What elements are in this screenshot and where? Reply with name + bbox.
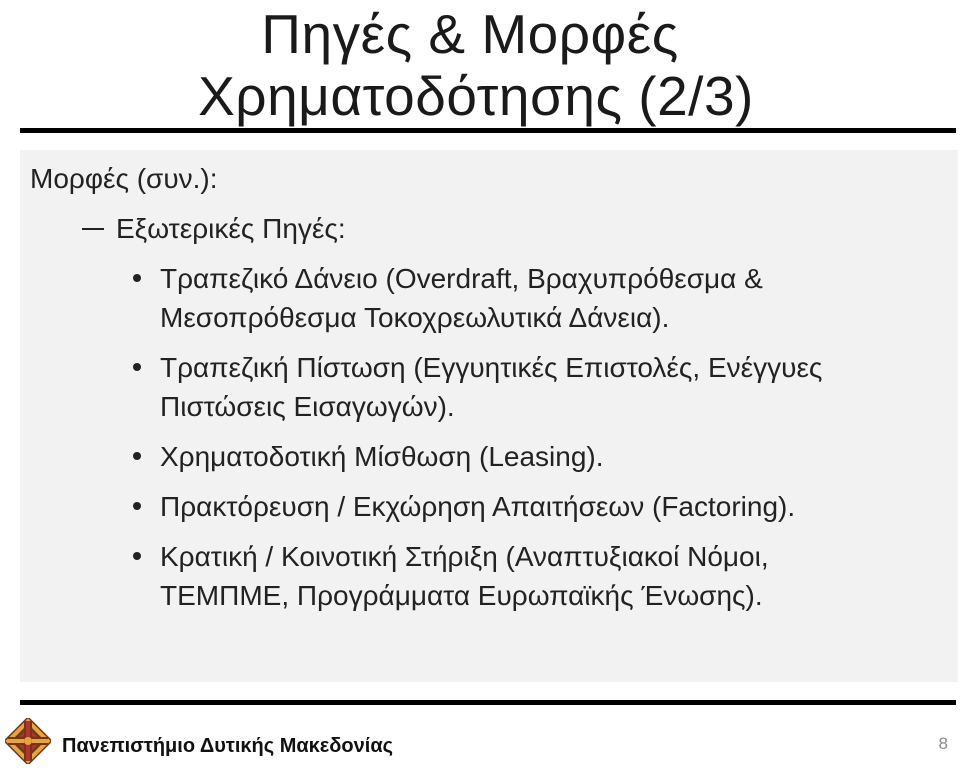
slide-title-line-1: Πηγές & Μορφές — [261, 3, 679, 65]
bullet-item — [130, 537, 930, 615]
bullet-dot — [133, 552, 141, 560]
slide-title-line-2: Χρηματοδότησης (2/3) — [198, 65, 754, 127]
footer-divider — [20, 700, 956, 705]
university-knot-logo-icon — [5, 718, 51, 764]
slide-title — [0, 0, 960, 130]
bullet-line: Μεσοπρόθεσμα Τοκοχρεωλυτικά Δάνεια). — [160, 302, 670, 333]
bullet-dot — [133, 363, 141, 371]
bullet-line: Τραπεζικό Δάνειο (Overdraft, Βραχυπρόθεσμα & — [160, 263, 763, 294]
bullet-item — [130, 348, 930, 426]
footer-institution: Πανεπιστήμιο Δυτικής Μακεδονίας — [62, 735, 394, 757]
bullet-item — [130, 487, 930, 526]
bullet-item — [130, 259, 930, 337]
title-divider — [20, 128, 956, 133]
level2-heading-text: Εξωτερικές Πηγές: — [116, 213, 346, 244]
bullet-dot — [133, 274, 141, 282]
bullet-dot — [133, 502, 141, 510]
bullet-line: Τραπεζική Πίστωση (Εγγυητικές Επιστολές, Ενέγγυες — [160, 352, 823, 383]
bullet-line: Κρατική / Κοινοτική Στήριξη (Αναπτυξιακοί Νόμοι, — [160, 541, 769, 572]
bullet-line: ΤΕΜΠΜΕ, Προγράμματα Ευρωπαϊκής Ένωσης). — [160, 580, 763, 611]
page-number: 8 — [938, 734, 948, 753]
bullet-dot — [133, 452, 141, 460]
bullet-list — [130, 259, 930, 626]
bullet-item — [130, 437, 930, 476]
bullet-line: Πρακτόρευση / Εκχώρηση Απαιτήσεων (Factoring). — [160, 491, 796, 522]
level1-heading: Μορφές (συν.): — [30, 163, 218, 194]
dash-marker — [82, 228, 104, 230]
bullet-line: Χρηματοδοτική Μίσθωση (Leasing). — [160, 441, 604, 472]
level2-heading — [82, 212, 346, 246]
bullet-line: Πιστώσεις Εισαγωγών). — [160, 391, 455, 422]
